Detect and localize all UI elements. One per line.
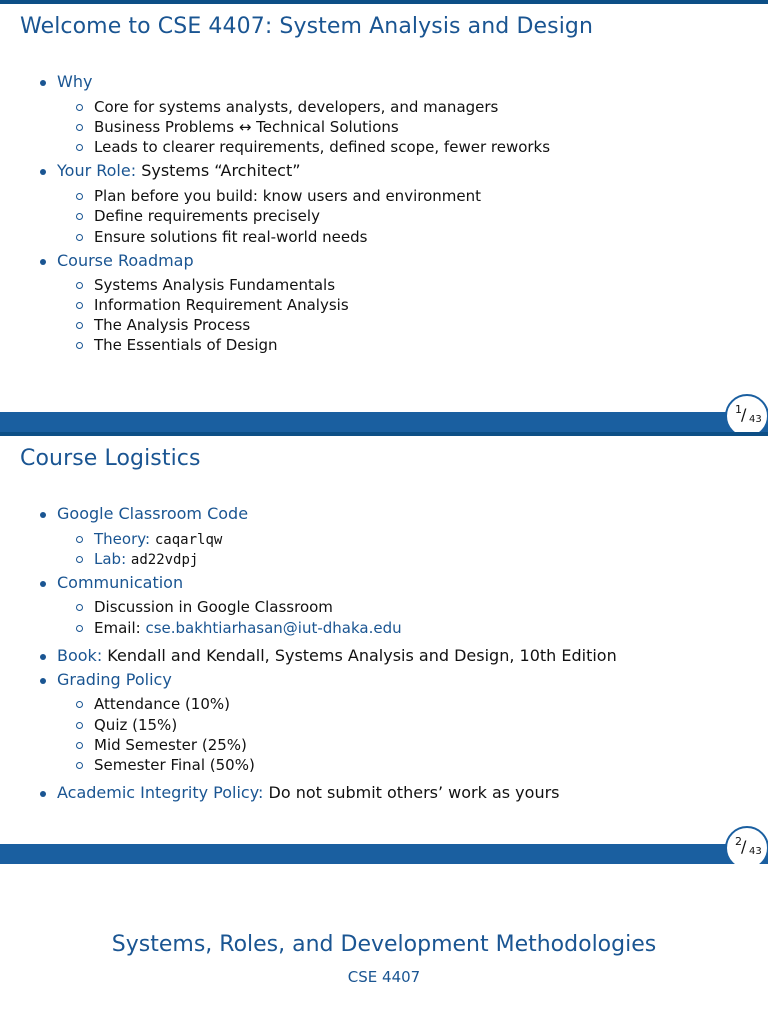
bullet-dot <box>40 259 46 265</box>
slide-1: Welcome to CSE 4407: System Analysis and Design Why Core for systems analysts, developers, and managers Business Problems ↔ Technical Solutions Leads to clearer requirements, defined scope, fewer reworks Your Role: Systems “Architect” Plan before you build: know users and environment Define requirements precisely Ensure solutions fit real-world needs Course Roadmap Systems Analysis Fundamentals Information Requirement Analysis The Analysis Process The Essentials of Design 1 / 43 <box>0 0 768 432</box>
theory-code: caqarlqw <box>154 532 223 548</box>
bullet-label: Course Roadmap <box>57 251 194 270</box>
slide-title: Course Logistics <box>20 446 201 471</box>
bullet-label: Your Role: <box>57 161 137 180</box>
page-number: 1 <box>735 403 742 416</box>
section-subtitle: CSE 4407 <box>347 968 421 986</box>
slide-2: Course Logistics Google Classroom Code Theory: caqarlqw Lab: ad22vdpj Communication Discussion in Google Classroom Email: cse.bakhtiarhasan@iut-dhaka.edu Book: Kendall and Kendall, Systems Analysis and Design, 10th Edition Grading Policy Attendance (10%) Quiz (15%) Mid Semester (25%) Semester Final (50%) Academic Integrity Policy: Do not submit others’ work as yours 2 / 43 <box>0 432 768 864</box>
top-bar <box>0 432 768 436</box>
footer-bar <box>0 844 768 864</box>
email-link[interactable]: cse.bakhtiarhasan@iut-dhaka.edu <box>145 619 402 637</box>
lab-code: ad22vdpj <box>130 552 199 568</box>
page-number: 2 <box>735 835 742 848</box>
page-total: 43 <box>749 414 762 425</box>
bullet-dot <box>40 791 46 797</box>
slide-title: Welcome to CSE 4407: System Analysis and Design <box>20 14 594 39</box>
bullet-dot <box>40 80 46 86</box>
slide-3 <box>0 864 768 1024</box>
page-number-badge: 2 / 43 <box>725 826 768 864</box>
bullet-label: Why <box>57 72 93 91</box>
page-total: 43 <box>749 846 762 857</box>
bullet-dot <box>40 581 46 587</box>
section-title: Systems, Roles, and Development Methodologies <box>111 932 657 957</box>
bullet-dot <box>40 654 46 660</box>
page-number-badge: 1 / 43 <box>725 394 768 432</box>
bullet-dot <box>40 169 46 175</box>
footer-bar <box>0 412 768 432</box>
top-bar <box>0 0 768 4</box>
bullet-dot <box>40 678 46 684</box>
bullet-text: Systems “Architect” <box>136 161 301 180</box>
bullet-dot <box>40 512 46 518</box>
